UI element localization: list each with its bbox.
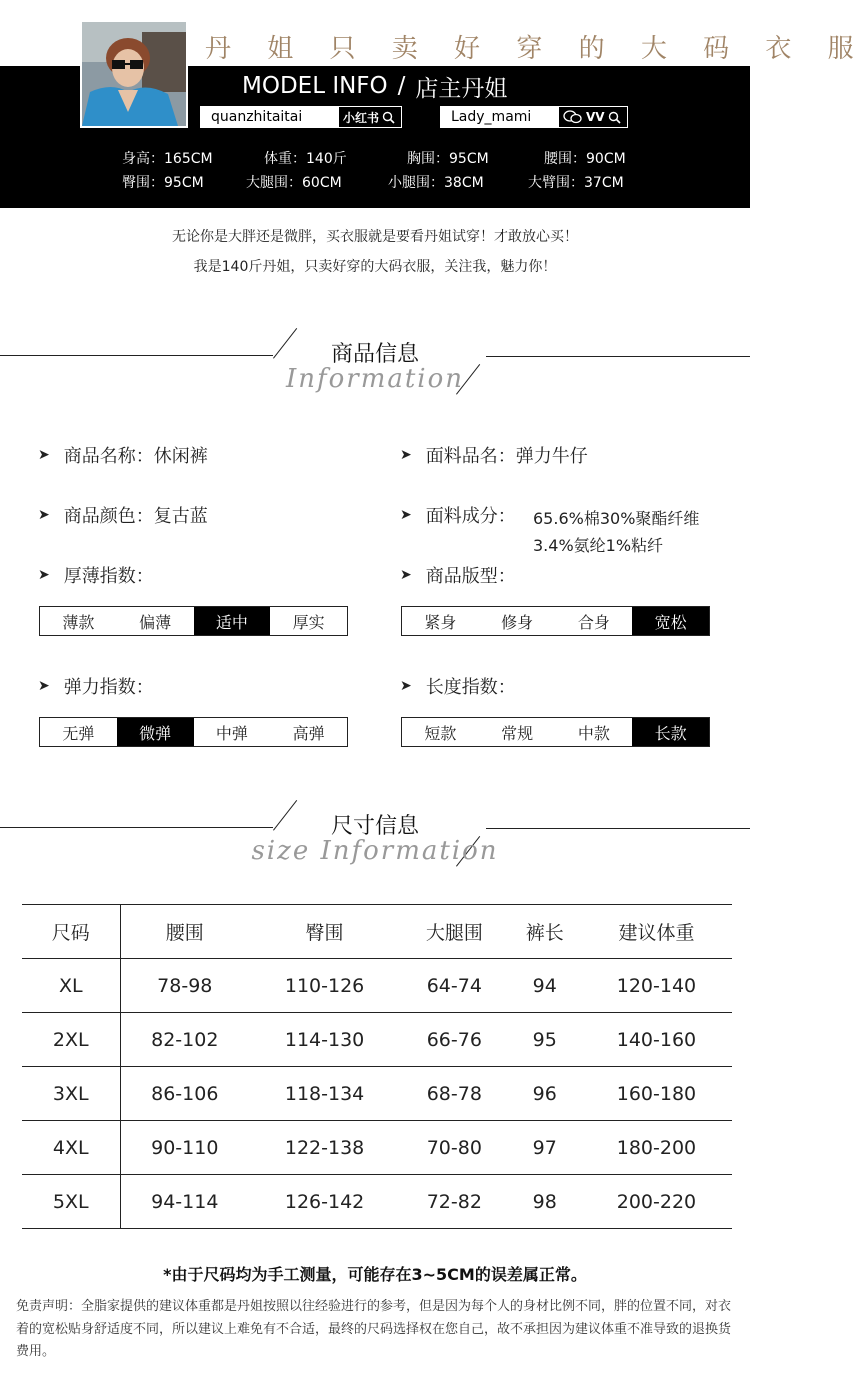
scale-option: 常规 bbox=[501, 723, 534, 743]
table-cell: XL bbox=[22, 959, 120, 1013]
table-cell: 64-74 bbox=[400, 959, 508, 1013]
measurement: 小腿围：38CM bbox=[388, 175, 484, 191]
scale-option: 偏薄 bbox=[139, 612, 172, 632]
table-cell: 96 bbox=[509, 1067, 581, 1121]
scale-option: 薄款 bbox=[62, 612, 95, 632]
table-header: 裤长 bbox=[509, 905, 581, 959]
product-name-value: 休闲裤 bbox=[153, 446, 208, 467]
measurement: 胸围：95CM bbox=[407, 151, 489, 167]
table-cell: 118-134 bbox=[249, 1067, 400, 1121]
arrow-icon: ➤ bbox=[400, 447, 412, 463]
table-row bbox=[22, 1067, 732, 1121]
table-cell: 2XL bbox=[22, 1013, 120, 1067]
table-cell: 120-140 bbox=[581, 959, 732, 1013]
table-row bbox=[22, 1175, 732, 1229]
xiaohongshu-tag bbox=[339, 107, 399, 127]
product-info-script: Information bbox=[285, 364, 465, 394]
wechat-icon bbox=[563, 110, 583, 124]
table-header: 尺码 bbox=[22, 905, 120, 959]
measurement: 大臂围：37CM bbox=[528, 175, 624, 191]
table-cell: 86-106 bbox=[120, 1067, 249, 1121]
table-cell: 110-126 bbox=[249, 959, 400, 1013]
scale-option: 修身 bbox=[501, 612, 534, 632]
wechat-account[interactable] bbox=[440, 106, 628, 128]
product-name-label: 商品名称： bbox=[63, 446, 154, 467]
composition-row bbox=[400, 502, 516, 528]
measurement: 体重：140斤 bbox=[264, 151, 347, 167]
scale-option: 紧身 bbox=[424, 612, 457, 632]
scale-option: 宽松 bbox=[632, 607, 709, 635]
size-table bbox=[22, 904, 732, 1229]
scale-option: 短款 bbox=[424, 723, 457, 743]
wechat-label: VV bbox=[586, 110, 605, 124]
composition-value-line: 65.6%棉30%聚酯纤维 bbox=[533, 509, 700, 528]
product-color-label: 商品颜色： bbox=[63, 506, 154, 527]
table-cell: 95 bbox=[509, 1013, 581, 1067]
measurement: 臀围：95CM bbox=[122, 175, 204, 191]
owner-name: 店主丹姐 bbox=[415, 75, 508, 102]
table-cell: 126-142 bbox=[249, 1175, 400, 1229]
model-info-label: MODEL INFO bbox=[242, 73, 388, 99]
table-cell: 70-80 bbox=[400, 1121, 508, 1175]
search-icon bbox=[608, 111, 621, 124]
table-cell: 3XL bbox=[22, 1067, 120, 1121]
table-cell: 98 bbox=[509, 1175, 581, 1229]
scale-option: 适中 bbox=[194, 607, 271, 635]
product-color-row bbox=[38, 502, 208, 528]
store-tagline: 丹 姐 只 卖 好 穿 的 大 码 衣 服 bbox=[205, 33, 868, 64]
table-cell: 122-138 bbox=[249, 1121, 400, 1175]
composition-value-line: 3.4%氨纶1%粘纤 bbox=[533, 536, 664, 555]
arrow-icon: ➤ bbox=[38, 567, 50, 583]
xiaohongshu-label: 小红书 bbox=[343, 110, 380, 125]
fabric-name-row bbox=[400, 442, 588, 468]
scale-option: 微弹 bbox=[117, 718, 194, 746]
size-info-script: size Information bbox=[251, 836, 499, 866]
table-cell: 180-200 bbox=[581, 1121, 732, 1175]
table-cell: 82-102 bbox=[120, 1013, 249, 1067]
arrow-icon: ➤ bbox=[38, 447, 50, 463]
composition-label: 面料成分： bbox=[425, 506, 516, 527]
wechat-account-name: Lady_mami bbox=[441, 107, 559, 127]
measurement: 身高：165CM bbox=[122, 151, 213, 167]
search-icon bbox=[382, 111, 395, 124]
table-row bbox=[22, 959, 732, 1013]
table-cell: 160-180 bbox=[581, 1067, 732, 1121]
table-cell: 72-82 bbox=[400, 1175, 508, 1229]
table-cell: 68-78 bbox=[400, 1067, 508, 1121]
product-name-row bbox=[38, 442, 208, 468]
scale-option: 长款 bbox=[632, 718, 709, 746]
length-row bbox=[400, 673, 516, 699]
fabric-name-value: 弹力牛仔 bbox=[515, 446, 588, 467]
arrow-icon: ➤ bbox=[38, 507, 50, 523]
avatar bbox=[80, 20, 188, 128]
disclaimer: 免责声明：全脂家提供的建议体重都是丹姐按照以往经验进行的参考，但是因为每个人的身材比例不同，胖的位置不同，对衣着的宽松贴身舒适度不同，所以建议上难免有不合适，最终的尺码选择权在您自己，故不承担因为建议体重不准导致的退换货费用。 bbox=[16, 1299, 732, 1359]
fit-scale bbox=[401, 606, 710, 636]
arrow-icon: ➤ bbox=[400, 567, 412, 583]
table-cell: 200-220 bbox=[581, 1175, 732, 1229]
table-cell: 94 bbox=[509, 959, 581, 1013]
table-header: 建议体重 bbox=[581, 905, 732, 959]
scale-option: 无弹 bbox=[62, 723, 95, 743]
length-label: 长度指数： bbox=[425, 677, 516, 698]
table-cell: 5XL bbox=[22, 1175, 120, 1229]
scale-option: 高弹 bbox=[292, 723, 325, 743]
intro-line: 我是140斤丹姐，只卖好穿的大码衣服，关注我，魅力你！ bbox=[193, 259, 557, 275]
arrow-icon: ➤ bbox=[38, 678, 50, 694]
table-cell: 140-160 bbox=[581, 1013, 732, 1067]
thickness-label: 厚薄指数： bbox=[63, 566, 154, 587]
table-cell: 4XL bbox=[22, 1121, 120, 1175]
title-separator: / bbox=[397, 73, 406, 99]
model-info-title bbox=[242, 70, 507, 102]
scale-option: 中款 bbox=[577, 723, 610, 743]
scale-option: 厚实 bbox=[292, 612, 325, 632]
measurement: 大腿围：60CM bbox=[246, 175, 342, 191]
table-header: 大腿围 bbox=[400, 905, 508, 959]
measurement-note: *由于尺码均为手工测量，可能存在3~5CM的误差属正常。 bbox=[163, 1265, 587, 1284]
size-info-title: 尺寸信息 bbox=[330, 814, 419, 839]
intro-line: 无论你是大胖还是微胖，买衣服就是要看丹姐试穿！才敢放心买！ bbox=[172, 229, 578, 245]
table-header: 臀围 bbox=[249, 905, 400, 959]
table-header: 腰围 bbox=[120, 905, 249, 959]
table-row bbox=[22, 1013, 732, 1067]
thickness-scale bbox=[39, 606, 348, 636]
arrow-icon: ➤ bbox=[400, 507, 412, 523]
table-header-row bbox=[22, 905, 732, 959]
scale-option: 合身 bbox=[577, 612, 610, 632]
stretch-scale bbox=[39, 717, 348, 747]
xiaohongshu-account[interactable] bbox=[200, 106, 402, 128]
table-row bbox=[22, 1121, 732, 1175]
thickness-row bbox=[38, 562, 154, 588]
product-info-title: 商品信息 bbox=[330, 342, 419, 367]
table-cell: 97 bbox=[509, 1121, 581, 1175]
stretch-label: 弹力指数： bbox=[63, 677, 154, 698]
fabric-name-label: 面料品名： bbox=[425, 446, 516, 467]
stretch-row bbox=[38, 673, 154, 699]
table-cell: 114-130 bbox=[249, 1013, 400, 1067]
wechat-tag bbox=[559, 107, 625, 127]
fit-label: 商品版型： bbox=[425, 566, 516, 587]
length-scale bbox=[401, 717, 710, 747]
arrow-icon: ➤ bbox=[400, 678, 412, 694]
xiaohongshu-account-name: quanzhitaitai bbox=[201, 107, 339, 127]
scale-option: 中弹 bbox=[215, 723, 248, 743]
table-cell: 66-76 bbox=[400, 1013, 508, 1067]
measurement: 腰围：90CM bbox=[544, 151, 626, 167]
fit-row bbox=[400, 562, 516, 588]
table-cell: 78-98 bbox=[120, 959, 249, 1013]
table-cell: 90-110 bbox=[120, 1121, 249, 1175]
product-color-value: 复古蓝 bbox=[153, 506, 208, 527]
table-cell: 94-114 bbox=[120, 1175, 249, 1229]
